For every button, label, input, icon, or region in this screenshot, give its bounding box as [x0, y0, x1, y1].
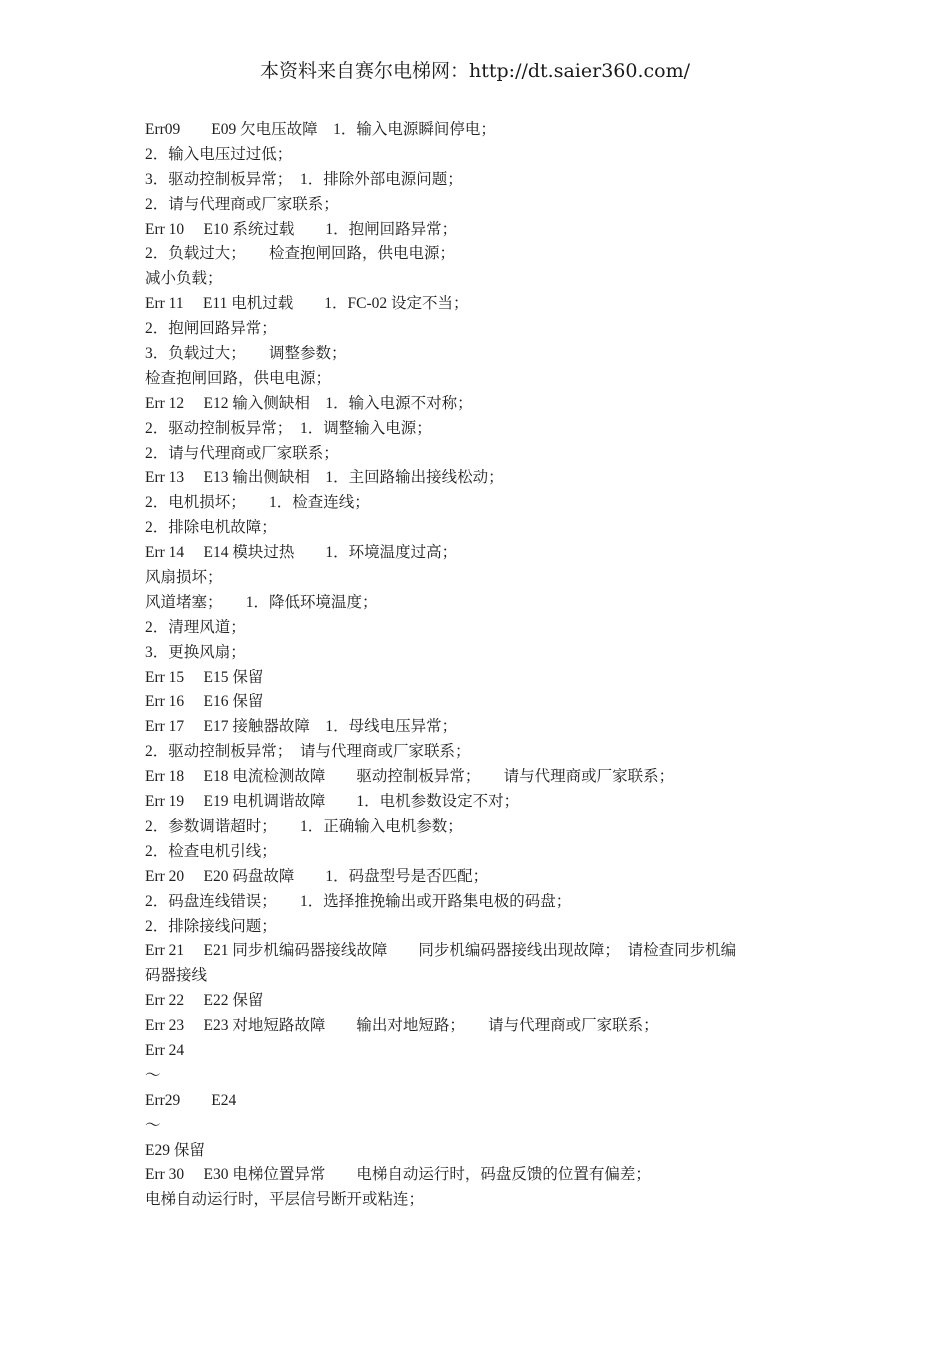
- fault-code-list: [145, 118, 825, 1213]
- text-line: 2．检查电机引线；: [145, 842, 277, 860]
- text-line: 码器接线: [145, 967, 208, 985]
- text-line: ～: [145, 1116, 161, 1134]
- text-line: Err 16 E16 保留: [145, 693, 264, 711]
- text-line: 2．请与代理商或厂家联系；: [145, 444, 339, 462]
- text-line: Err 10 E10 系统过载 1．抱闸回路异常；: [145, 220, 458, 238]
- text-line: Err 12 E12 输入侧缺相 1．输入电源不对称；: [145, 394, 473, 412]
- text-line: Err 30 E30 电梯位置异常 电梯自动运行时，码盘反馈的位置有偏差；: [145, 1166, 651, 1184]
- text-line: 减小负载；: [145, 270, 223, 288]
- text-line: Err 18 E18 电流检测故障 驱动控制板异常； 请与代理商或厂家联系；: [145, 768, 675, 786]
- text-line: 2．驱动控制板异常； 请与代理商或厂家联系；: [145, 743, 471, 761]
- text-line: 2．排除接线问题；: [145, 917, 277, 935]
- text-line: 电梯自动运行时，平层信号断开或粘连；: [145, 1191, 425, 1209]
- text-line: Err 24: [145, 1041, 185, 1059]
- text-line: 风扇损坏；: [145, 569, 223, 587]
- text-line: 2．码盘连线错误； 1．选择推挽输出或开路集电极的码盘；: [145, 892, 572, 910]
- text-line: 2．排除电机故障；: [145, 519, 277, 537]
- text-line: 3．负载过大； 调整参数；: [145, 345, 347, 363]
- text-line: Err 19 E19 电机调谐故障 1．电机参数设定不对；: [145, 793, 520, 811]
- page-header: 本资料来自赛尔电梯网：http://dt.saier360.com/: [260, 60, 690, 82]
- text-line: Err 21 E21 同步机编码器接线故障 同步机编码器接线出现故障； 请检查同步机编: [145, 942, 737, 960]
- text-line: 2．驱动控制板异常； 1．调整输入电源；: [145, 419, 432, 437]
- text-line: 2．电机损坏； 1．检查连线；: [145, 494, 370, 512]
- text-line: 2．负载过大； 检查抱闸回路，供电电源；: [145, 245, 456, 263]
- text-line: 3．驱动控制板异常； 1．排除外部电源问题；: [145, 170, 463, 188]
- text-line: Err29 E24: [145, 1091, 237, 1109]
- text-line: 2．清理风道；: [145, 618, 246, 636]
- text-line: ～: [145, 1066, 161, 1084]
- text-line: 2．参数调谐超时； 1．正确输入电机参数；: [145, 817, 463, 835]
- text-line: 3．更换风扇；: [145, 643, 246, 661]
- text-line: Err09 E09 欠电压故障 1．输入电源瞬间停电；: [145, 121, 496, 138]
- text-line: Err 22 E22 保留: [145, 992, 264, 1010]
- text-line: 检查抱闸回路，供电电源；: [145, 369, 332, 387]
- text-line: Err 15 E15 保留: [145, 668, 264, 686]
- text-line: 风道堵塞； 1．降低环境温度；: [145, 593, 378, 611]
- text-line: 2．请与代理商或厂家联系；: [145, 195, 339, 213]
- text-line: Err 17 E17 接触器故障 1．母线电压异常；: [145, 718, 458, 736]
- text-line: Err 14 E14 模块过热 1．环境温度过高；: [145, 544, 458, 562]
- text-line: 2．输入电压过过低；: [145, 145, 293, 163]
- text-line: Err 13 E13 输出侧缺相 1．主回路输出接线松动；: [145, 469, 504, 487]
- text-line: E29 保留: [145, 1141, 205, 1159]
- text-line: Err 23 E23 对地短路故障 输出对地短路； 请与代理商或厂家联系；: [145, 1017, 659, 1035]
- text-line: Err 11 E11 电机过载 1．FC-02 设定不当；: [145, 295, 469, 313]
- text-line: 2．抱闸回路异常；: [145, 320, 277, 338]
- text-line: Err 20 E20 码盘故障 1．码盘型号是否匹配；: [145, 867, 489, 885]
